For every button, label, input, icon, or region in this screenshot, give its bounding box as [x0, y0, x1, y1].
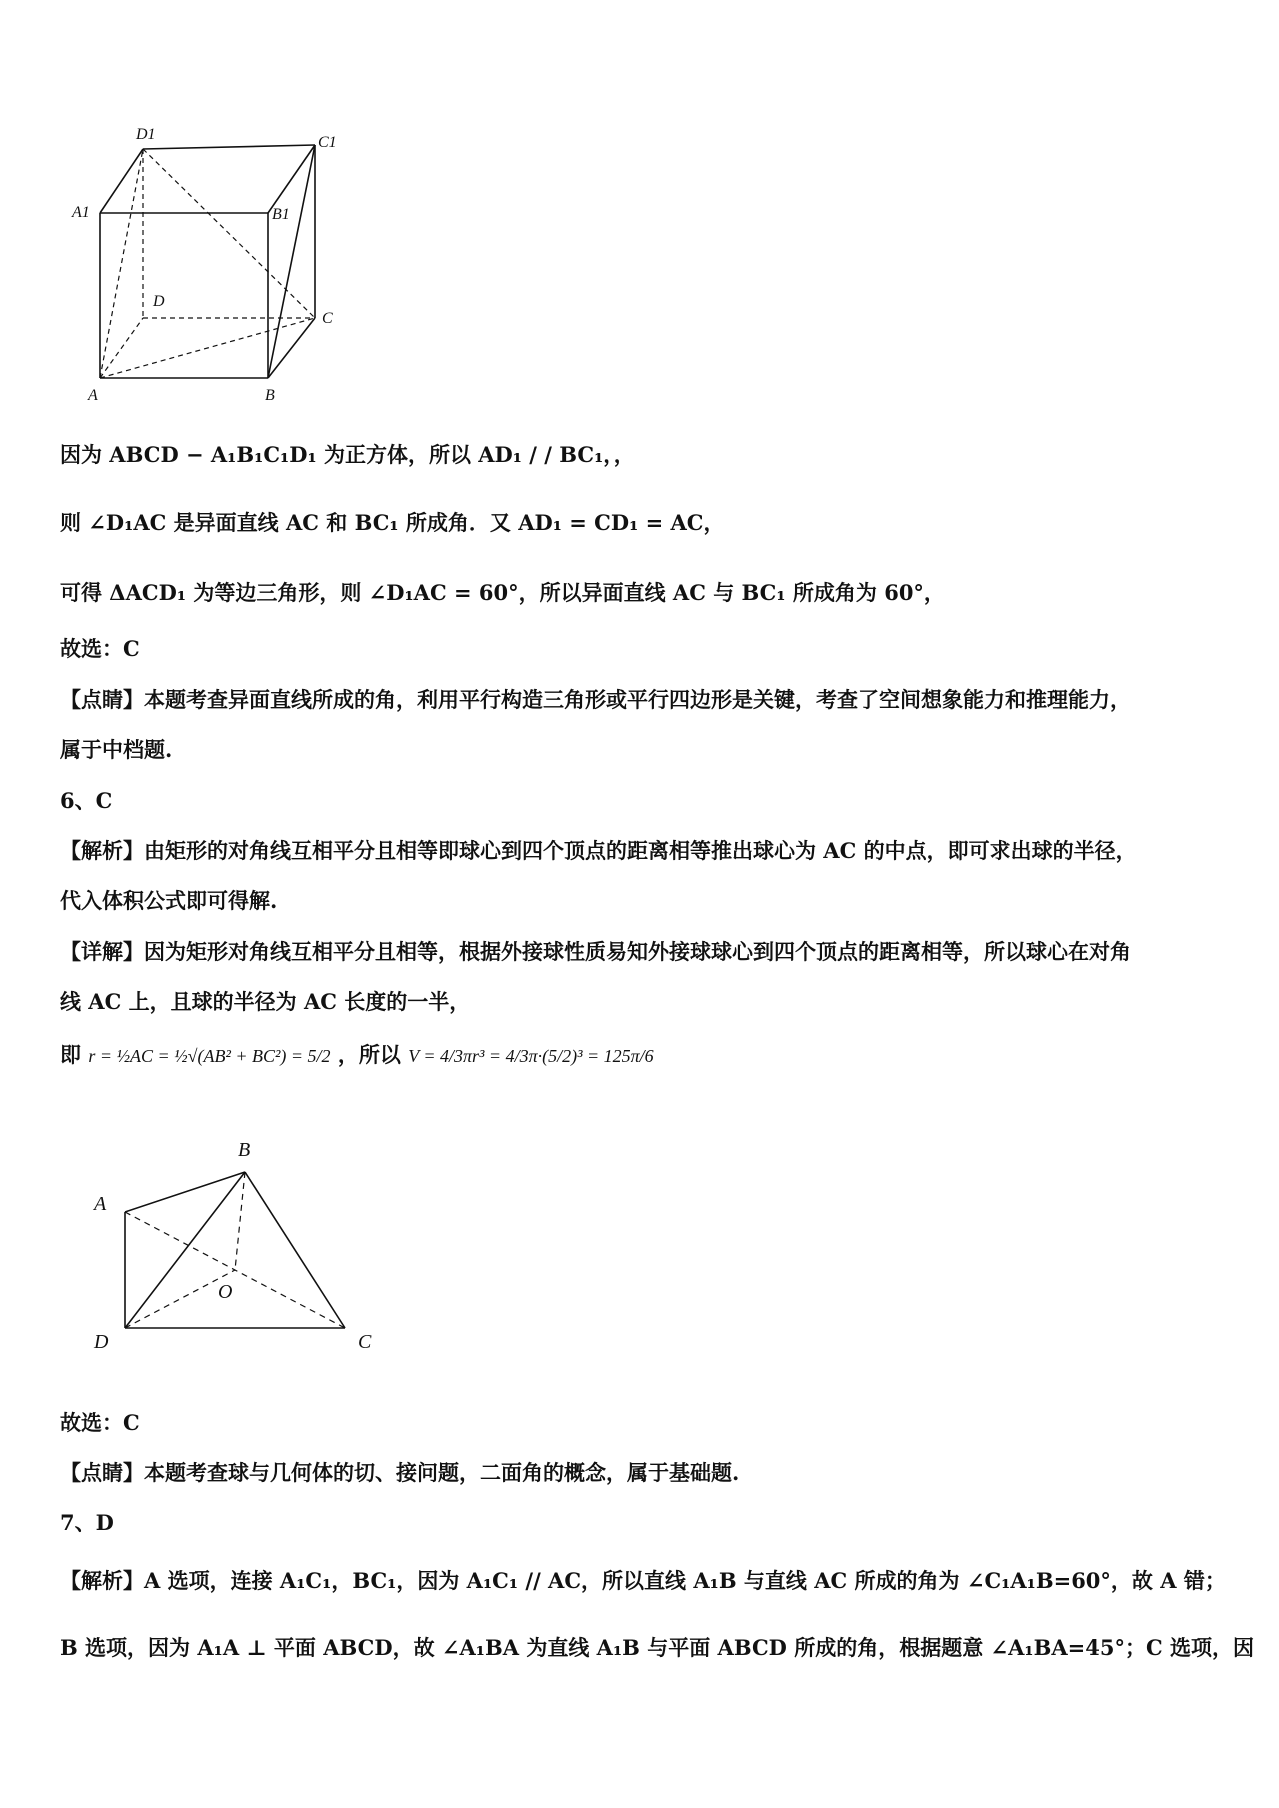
analysis-line-3: 【解析】A 选项，连接 A₁C₁，BC₁，因为 A₁C₁ // AC，所以直线 A₁B 与直线 AC 所成的角为 ∠C₁A₁B=60°，故 A 错；	[60, 1568, 1226, 1593]
label-A1: A1	[72, 204, 90, 221]
text-line-1: 因为 ABCD − A₁B₁C₁D₁ 为正方体，所以 AD₁ / / BC₁，，	[60, 442, 635, 467]
label-A: A	[88, 387, 98, 404]
formula-prefix: 即	[60, 1042, 81, 1067]
cube-figure	[60, 125, 360, 410]
volume-formula: V = 4/3πr³ = 4/3π·(5/2)³ = 125π/6	[408, 1046, 654, 1066]
question-number-7: 7、D	[60, 1510, 114, 1535]
comment-line-3: 【点睛】本题考查球与几何体的切、接问题，二面角的概念，属于基础题.	[60, 1460, 740, 1485]
detail-line-2: 线 AC 上，且球的半径为 AC 长度的一半，	[60, 989, 471, 1014]
label-C1: C1	[318, 134, 337, 151]
label-B1: B1	[272, 206, 290, 223]
analysis-line-4: B 选项，因为 A₁A ⊥ 平面 ABCD，故 ∠A₁BA 为直线 A₁B 与平面 ABCD 所成的角，根据题意 ∠A₁BA=45°；C 选项，因	[60, 1635, 1254, 1660]
tetrahedron-figure	[80, 1120, 400, 1360]
label-D1: D1	[136, 126, 156, 143]
label-C: C	[358, 1331, 372, 1353]
label-D: D	[153, 293, 165, 310]
detail-line-1: 【详解】因为矩形对角线互相平分且相等，根据外接球性质易知外接球球心到四个顶点的距离相等，所以球心在对角	[60, 939, 1131, 964]
answer-line: 故选：C	[60, 636, 140, 661]
analysis-line-1: 【解析】由矩形的对角线互相平分且相等即球心到四个顶点的距离相等推出球心为 AC 的中点，即可求出球的半径，	[60, 838, 1137, 863]
label-C: C	[322, 310, 333, 327]
text-line-2: 则 ∠D₁AC 是异面直线 AC 和 BC₁ 所成角．又 AD₁ = CD₁ = AC，	[60, 510, 725, 535]
label-B: B	[265, 387, 275, 404]
comment-line-2: 属于中档题.	[60, 737, 173, 762]
formula-connector: ，所以	[337, 1042, 401, 1067]
comment-line-1: 【点睛】本题考查异面直线所成的角，利用平行构造三角形或平行四边形是关键，考查了空间想象能力和推理能力，	[60, 687, 1131, 712]
analysis-line-2: 代入体积公式即可得解.	[60, 888, 278, 913]
label-O: O	[218, 1281, 233, 1303]
label-B: B	[238, 1139, 251, 1161]
formula-line	[60, 1040, 1239, 1071]
label-D: D	[94, 1331, 109, 1353]
radius-formula: r = ½AC = ½√(AB² + BC²) = 5/2	[88, 1046, 331, 1066]
label-A: A	[94, 1193, 107, 1215]
question-number-6: 6、C	[60, 788, 113, 813]
answer-line-2: 故选：C	[60, 1410, 140, 1435]
text-line-3: 可得 ΔACD₁ 为等边三角形，则 ∠D₁AC = 60°，所以异面直线 AC 与 BC₁ 所成角为 60°，	[60, 580, 945, 605]
